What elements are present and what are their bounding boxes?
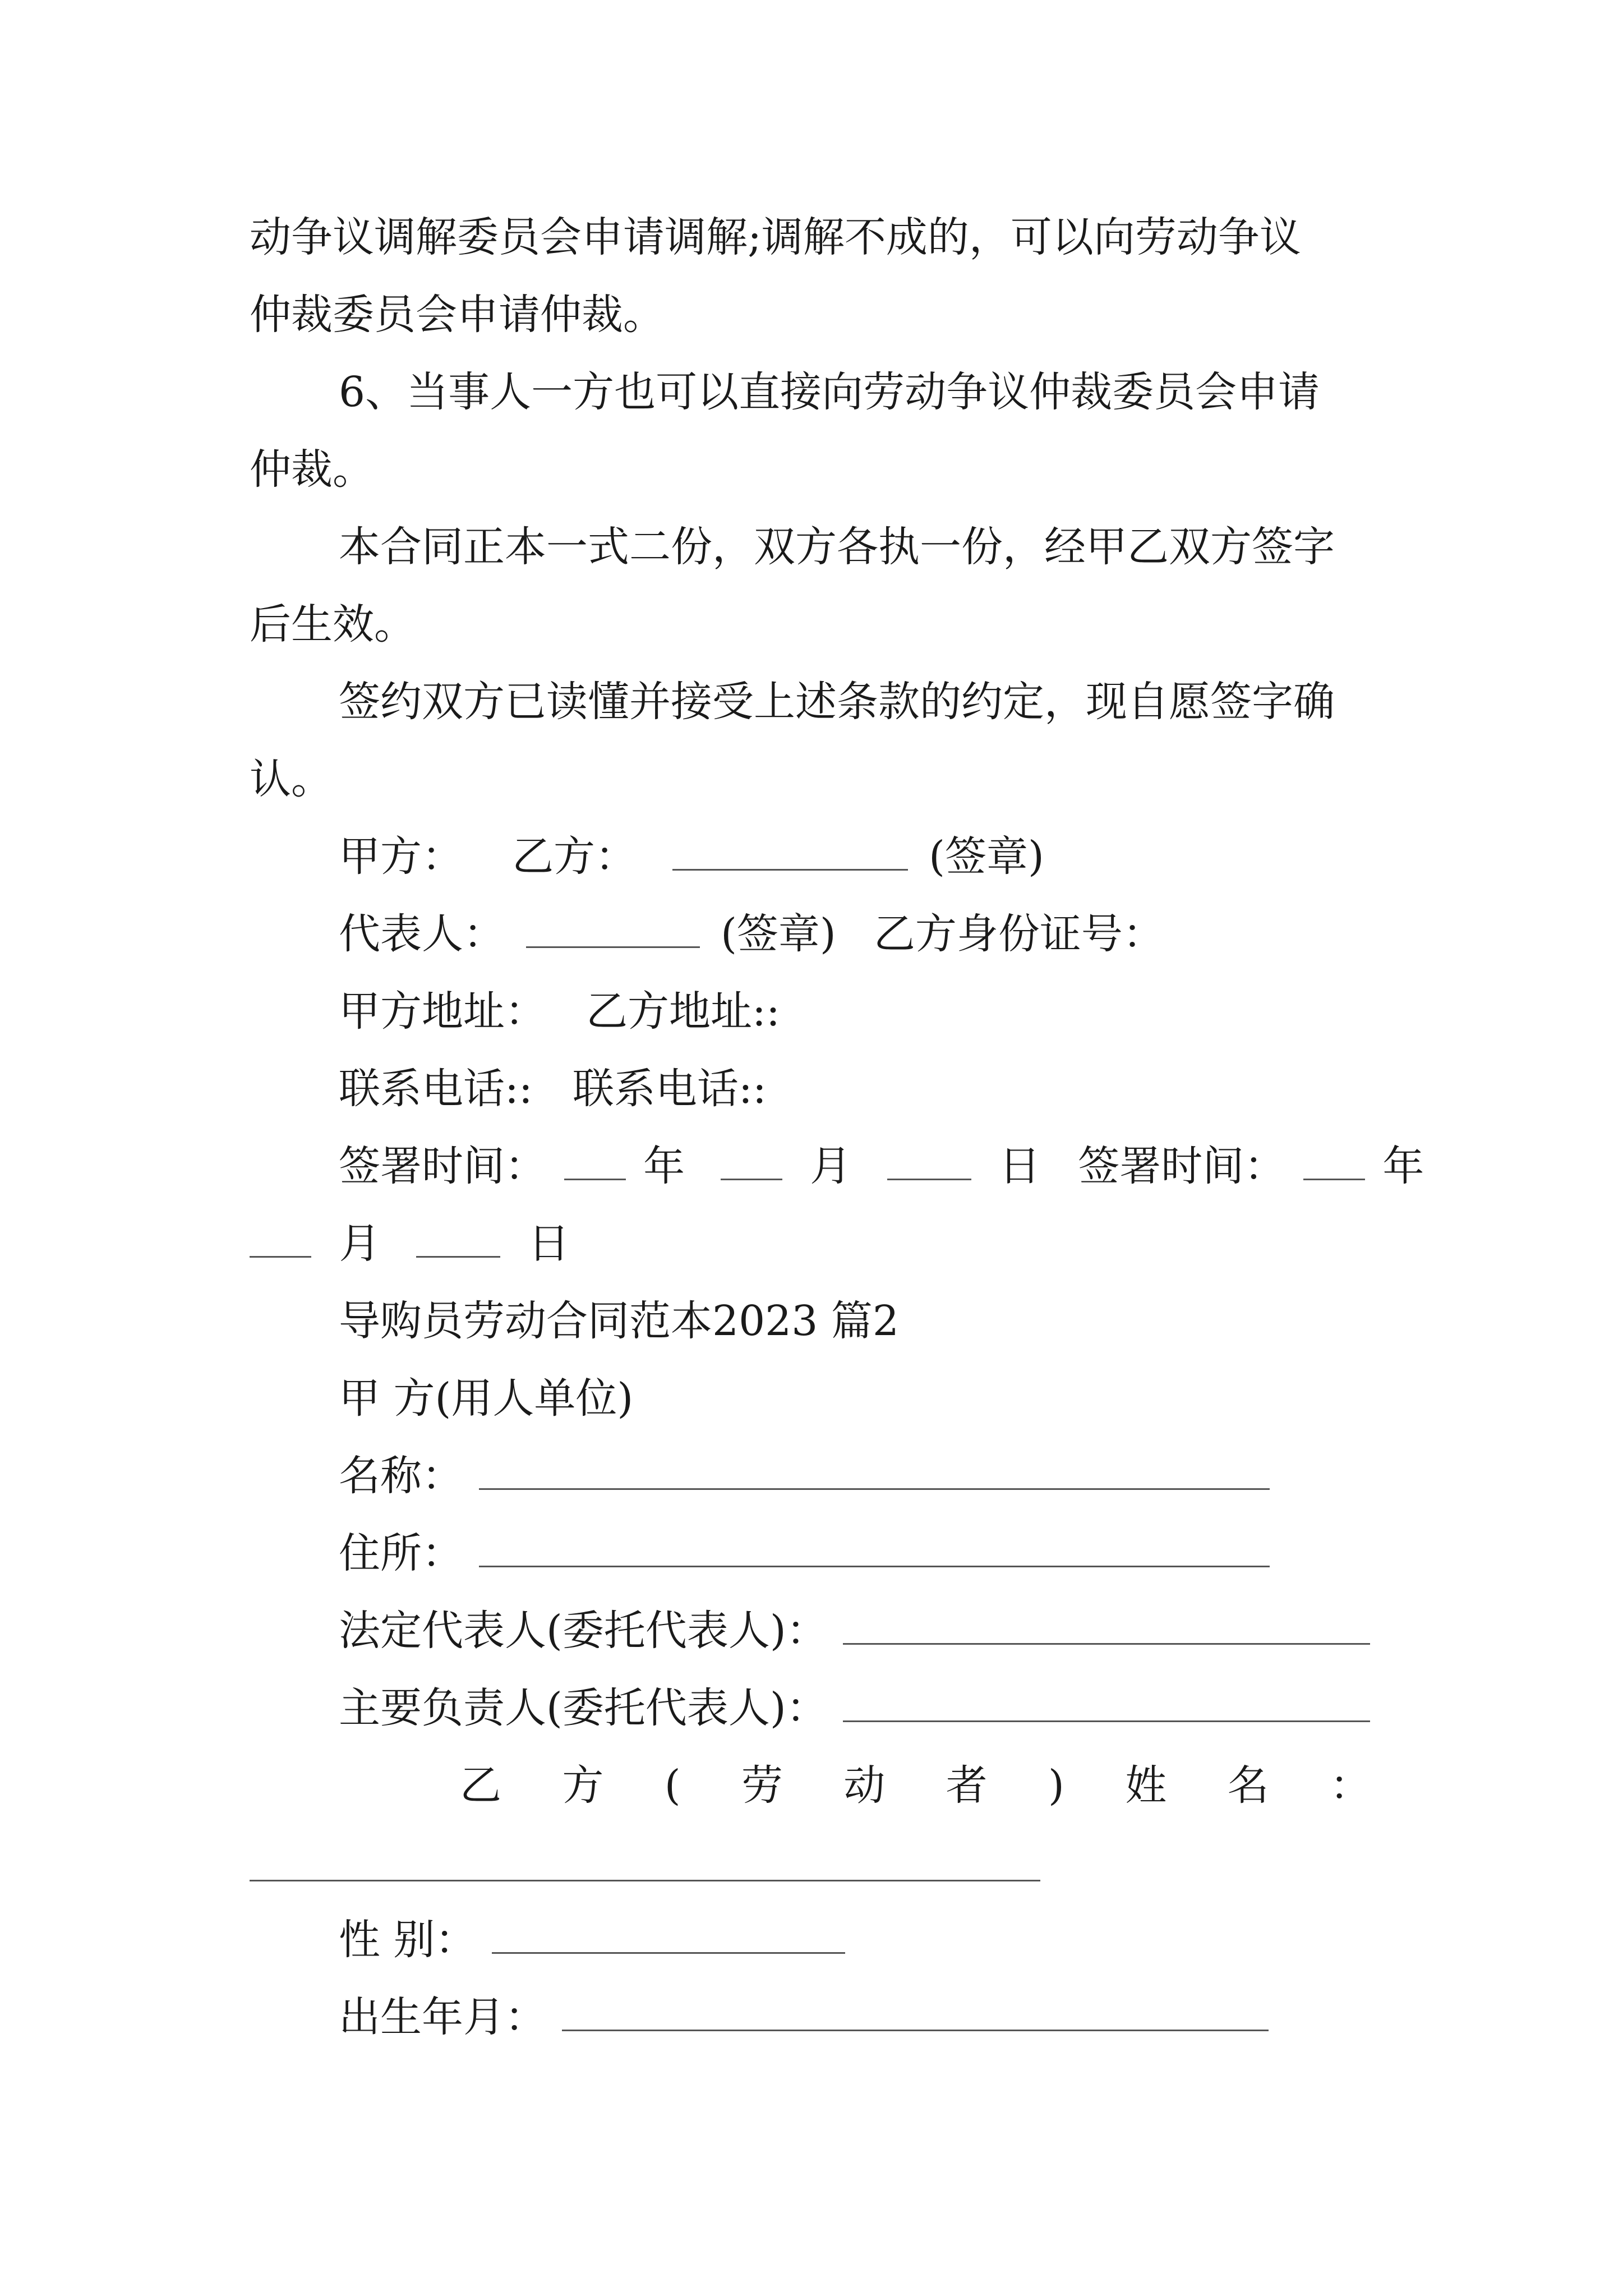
year-label: 年 (1382, 1142, 1424, 1190)
birth-label: 出生年月： (339, 1993, 546, 2041)
representative-blank[interactable] (526, 907, 700, 948)
section-heading: 导购员劳动合同范本2023 篇2 (339, 1297, 899, 1345)
paragraph-line: 认。 (250, 755, 333, 803)
year-label: 年 (643, 1142, 685, 1190)
party-b-char: 名 (1227, 1761, 1269, 1810)
name-field-line (339, 1438, 1393, 1514)
month-label: 月 (810, 1142, 852, 1190)
phone-b-label: 联系电话:: (572, 1065, 767, 1113)
party-b-name-field[interactable] (250, 1880, 1040, 1881)
sign-time-b-label: 签署时间： (1078, 1142, 1286, 1190)
year-blank[interactable] (1303, 1139, 1365, 1180)
principal-field[interactable] (843, 1681, 1370, 1722)
month-blank[interactable] (250, 1217, 311, 1258)
birth-field[interactable] (562, 1990, 1269, 2031)
paragraph-line: 6、当事人一方也可以直接向劳动争议仲裁委员会申请 (339, 368, 1320, 416)
party-b-char: ( (664, 1761, 681, 1810)
paragraph-line: 仲裁。 (250, 445, 374, 494)
paragraph-line: 后生效。 (250, 600, 416, 648)
day-blank[interactable] (416, 1217, 500, 1258)
party-b-address-label: 乙方地址:: (586, 987, 780, 1036)
day-label: 日 (999, 1142, 1041, 1190)
phone-line (339, 1051, 1393, 1127)
birth-field-line (339, 1979, 1393, 2055)
phone-a-label: 联系电话:: (339, 1065, 533, 1113)
party-a-address-label: 甲方地址： (339, 987, 546, 1036)
party-b-char: 动 (843, 1761, 886, 1810)
gender-field[interactable] (492, 1913, 845, 1954)
party-b-char: ) (1048, 1761, 1064, 1810)
principal-field-line (339, 1670, 1393, 1746)
legal-rep-field-line (339, 1593, 1393, 1669)
sign-time-line-continued (250, 1205, 1394, 1282)
paragraph-line: 签约双方已读懂并接受上述条款的约定，现自愿签字确 (339, 678, 1335, 726)
party-b-char: 劳 (741, 1761, 783, 1810)
party-b-char: 乙 (460, 1761, 501, 1810)
party-b-name-line (460, 1747, 1371, 1824)
name-label: 名称： (339, 1452, 463, 1500)
paragraph-line: 仲裁委员会申请仲裁。 (250, 291, 665, 339)
party-b-char: 姓 (1125, 1761, 1167, 1810)
month-label: 月 (339, 1220, 381, 1268)
party-b-signature-blank[interactable] (672, 830, 908, 871)
sign-time-a-label: 签署时间： (339, 1142, 546, 1190)
sign-time-line (339, 1128, 1424, 1204)
address-line (339, 973, 1393, 1050)
representative-label: 代表人： (339, 910, 505, 958)
address-field[interactable] (479, 1526, 1270, 1567)
legal-rep-field[interactable] (843, 1604, 1370, 1645)
paragraph-line: 本合同正本一式二份，双方各执一份，经甲乙双方签字 (339, 523, 1335, 571)
representative-line (339, 896, 1393, 972)
month-blank[interactable] (721, 1139, 782, 1180)
party-b-char: 方 (562, 1761, 604, 1810)
gender-field-line (339, 1902, 1393, 1978)
address-field-line (339, 1515, 1393, 1591)
gender-label: 性 别： (339, 1916, 477, 1964)
party-b-char: 者 (946, 1761, 988, 1810)
party-a-title: 甲 方(用人单位) (339, 1374, 634, 1423)
party-a-label: 甲方： (339, 832, 463, 881)
signature-party-line (339, 818, 1393, 895)
party-b-char: ： (1329, 1761, 1371, 1810)
day-blank[interactable] (887, 1139, 971, 1180)
paragraph-line: 动争议调解委员会申请调解;调解不成的，可以向劳动争议 (250, 213, 1301, 261)
legal-rep-label: 法定代表人(委托代表人)： (339, 1607, 828, 1655)
seal-label: (签章) (721, 910, 836, 958)
party-b-id-label: 乙方身份证号： (873, 910, 1164, 958)
address-label: 住所： (339, 1529, 463, 1577)
name-field[interactable] (479, 1449, 1270, 1490)
seal-label: (签章) (929, 832, 1044, 881)
principal-label: 主要负责人(委托代表人)： (339, 1684, 828, 1732)
party-b-label: 乙方： (512, 832, 637, 881)
day-label: 日 (528, 1220, 570, 1268)
year-blank[interactable] (564, 1139, 626, 1180)
